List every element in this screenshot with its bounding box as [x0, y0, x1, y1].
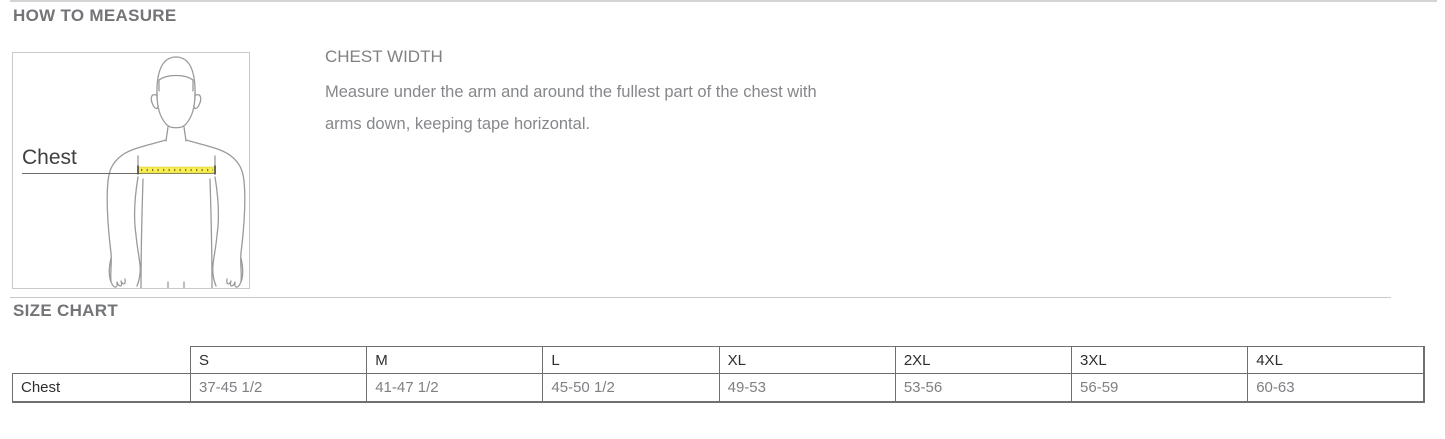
measure-instructions [325, 47, 855, 140]
chest-value-m: 41-47 1/2 [367, 374, 543, 403]
size-column-header: 4XL [1248, 347, 1424, 374]
size-chart-table [12, 346, 1425, 403]
chest-value-xl: 49-53 [719, 374, 895, 403]
chest-value-l: 45-50 1/2 [543, 374, 719, 403]
top-divider-rule [10, 0, 1437, 2]
measurement-diagram [12, 52, 250, 289]
size-column-header: S [191, 347, 367, 374]
chest-value-s: 37-45 1/2 [191, 374, 367, 403]
size-chart-header-row [13, 347, 1425, 374]
size-column-header: 2XL [895, 347, 1071, 374]
how-to-measure-heading: HOW TO MEASURE [13, 6, 177, 25]
chest-measurement-row [13, 374, 1425, 403]
measuring-tape [138, 166, 216, 175]
diagram-chest-label: Chest [22, 146, 77, 169]
size-chart-blank-cell [13, 347, 191, 374]
measure-description: Measure under the arm and around the fullest part of the chest with arms down, keeping tape horizontal. [325, 83, 817, 133]
size-column-header: L [543, 347, 719, 374]
size-column-header: 3XL [1072, 347, 1248, 374]
chest-row-label: Chest [13, 374, 191, 403]
chest-value-3xl: 56-59 [1072, 374, 1248, 403]
body-outline-illustration [13, 53, 249, 288]
size-column-header: XL [719, 347, 895, 374]
measure-title: CHEST WIDTH [325, 47, 443, 66]
size-column-header: M [367, 347, 543, 374]
chest-value-4xl: 60-63 [1248, 374, 1424, 403]
size-chart-heading: SIZE CHART [13, 301, 118, 320]
section-divider-rule [10, 297, 1391, 298]
chest-value-2xl: 53-56 [895, 374, 1071, 403]
